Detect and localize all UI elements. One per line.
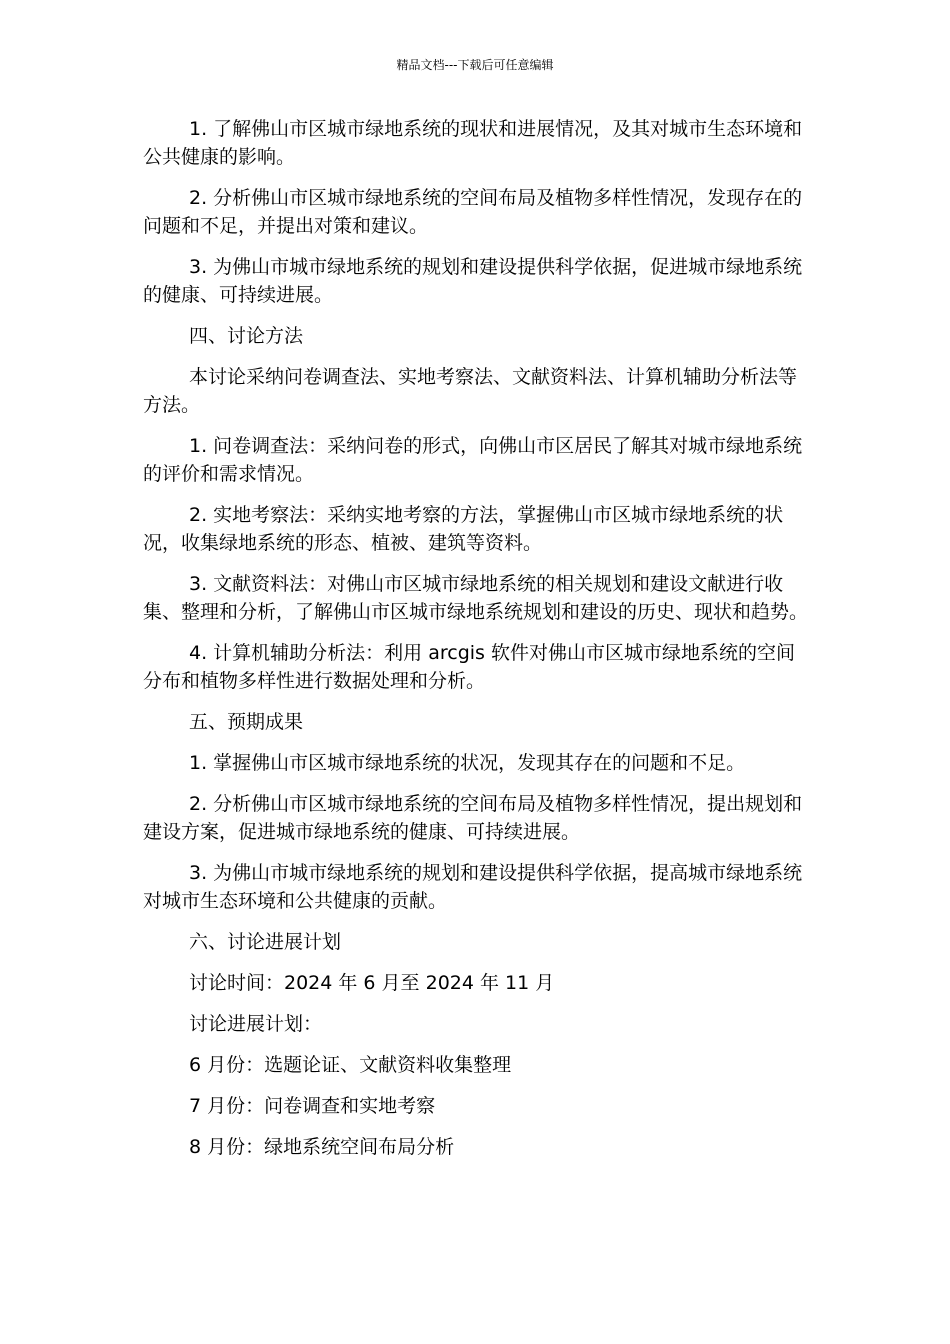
schedule-plan-label: 讨论进展计划： xyxy=(189,1013,323,1035)
outcome-2: 2. 分析佛山市区城市绿地系统的空间布局及植物多样性情况，提出规划和建设方案，促进城市绿地系统的健康、可持续进展。 xyxy=(143,793,803,843)
document-body xyxy=(143,115,809,1174)
section-heading-outcomes: 五、预期成果 xyxy=(189,711,304,733)
outcome-3: 3. 为佛山市城市绿地系统的规划和建设提供科学依据，提高城市绿地系统对城市生态环境和公共健康的贡献。 xyxy=(143,862,803,912)
schedule-july: 7 月份：问卷调查和实地考察 xyxy=(189,1095,436,1117)
outcome-1: 1. 掌握佛山市区城市绿地系统的状况，发现其存在的问题和不足。 xyxy=(189,752,746,774)
objective-1: 1. 了解佛山市区城市绿地系统的现状和进展情况，及其对城市生态环境和公共健康的影响。 xyxy=(143,118,803,168)
schedule-june: 6 月份：选题论证、文献资料收集整理 xyxy=(189,1054,512,1076)
schedule-time: 讨论时间：2024 年 6 月至 2024 年 11 月 xyxy=(189,972,555,994)
section-heading-methods: 四、讨论方法 xyxy=(189,325,304,347)
method-4: 4. 计算机辅助分析法：利用 arcgis 软件对佛山市区城市绿地系统的空间分布和植物多样性进行数据处理和分析。 xyxy=(143,642,795,692)
methods-intro: 本讨论采纳问卷调查法、实地考察法、文献资料法、计算机辅助分析法等方法。 xyxy=(143,366,798,416)
method-1: 1. 问卷调查法：采纳问卷的形式，向佛山市区居民了解其对城市绿地系统的评价和需求情况。 xyxy=(143,435,803,485)
schedule-august: 8 月份：绿地系统空间布局分析 xyxy=(189,1136,455,1158)
method-2: 2. 实地考察法：采纳实地考察的方法，掌握佛山市区城市绿地系统的状况，收集绿地系统的形态、植被、建筑等资料。 xyxy=(143,504,784,554)
section-heading-schedule: 六、讨论进展计划 xyxy=(189,931,342,953)
objective-3: 3. 为佛山市城市绿地系统的规划和建设提供科学依据，促进城市绿地系统的健康、可持续进展。 xyxy=(143,256,803,306)
page-header: 精品文档---下载后可任意编辑 xyxy=(396,58,554,72)
method-3: 3. 文献资料法：对佛山市区城市绿地系统的相关规划和建设文献进行收集、整理和分析，了解佛山市区城市绿地系统规划和建设的历史、现状和趋势。 xyxy=(143,573,809,623)
objective-2: 2. 分析佛山市区城市绿地系统的空间布局及植物多样性情况，发现存在的问题和不足，并提出对策和建议。 xyxy=(143,187,803,237)
